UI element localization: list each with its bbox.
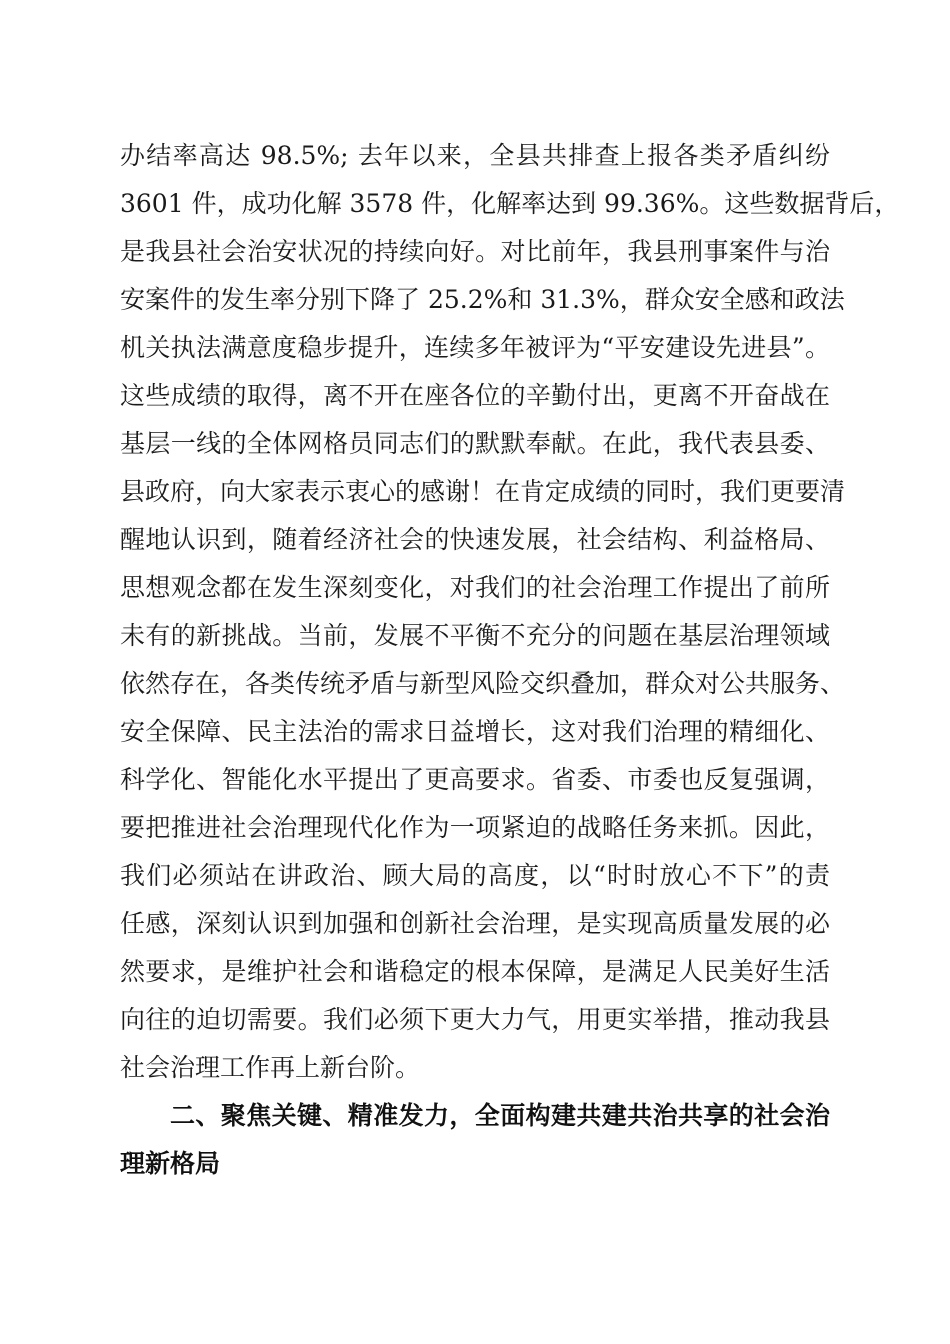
body-line-9: 醒地认识到，随着经济社会的快速发展，社会结构、利益格局、 — [120, 525, 830, 554]
body-line-4: 安案件的发生率分别下降了 25.2%和 31.3%，群众安全感和政法 — [120, 285, 845, 314]
body-line-10: 思想观念都在发生深刻变化，对我们的社会治理工作提出了前所 — [120, 573, 830, 602]
body-line-19: 向往的迫切需要。我们必须下更大力气，用更实举措，推动我县 — [120, 1005, 830, 1034]
body-line-2: 3601 件，成功化解 3578 件，化解率达到 99.36%。这些数据背后， — [120, 189, 900, 218]
body-line-16: 我们必须站在讲政治、顾大局的高度，以“时时放心不下”的责 — [120, 861, 830, 890]
section-heading-line-2: 理新格局 — [120, 1149, 221, 1178]
body-line-1: 办结率高达 98.5%; 去年以来，全县共排查上报各类矛盾纠纷 — [120, 141, 830, 170]
body-line-13: 安全保障、民主法治的需求日益增长，这对我们治理的精细化、 — [120, 717, 830, 746]
body-line-20: 社会治理工作再上新台阶。 — [120, 1053, 421, 1082]
body-line-14: 科学化、智能化水平提出了更高要求。省委、市委也反复强调， — [120, 765, 830, 794]
body-line-6: 这些成绩的取得，离不开在座各位的辛勤付出，更离不开奋战在 — [120, 381, 830, 410]
body-line-18: 然要求，是维护社会和谐稳定的根本保障，是满足人民美好生活 — [120, 957, 830, 986]
body-line-8: 县政府，向大家表示衷心的感谢！在肯定成绩的同时，我们更要清 — [120, 477, 846, 506]
body-line-11: 未有的新挑战。当前，发展不平衡不充分的问题在基层治理领域 — [120, 621, 830, 650]
body-line-17: 任感，深刻认识到加强和创新社会治理，是实现高质量发展的必 — [120, 909, 830, 938]
body-line-5: 机关执法满意度稳步提升，连续多年被评为“平安建设先进县”。 — [120, 333, 830, 362]
body-line-3: 是我县社会治安状况的持续向好。对比前年，我县刑事案件与治 — [120, 237, 830, 266]
body-line-12: 依然存在，各类传统矛盾与新型风险交织叠加，群众对公共服务、 — [120, 669, 846, 698]
body-line-15: 要把推进社会治理现代化作为一项紧迫的战略任务来抓。因此， — [120, 813, 830, 842]
body-line-7: 基层一线的全体网格员同志们的默默奉献。在此，我代表县委、 — [120, 429, 830, 458]
section-heading-line-1: 二、聚焦关键、精准发力，全面构建共建共治共享的社会治 — [170, 1101, 830, 1130]
